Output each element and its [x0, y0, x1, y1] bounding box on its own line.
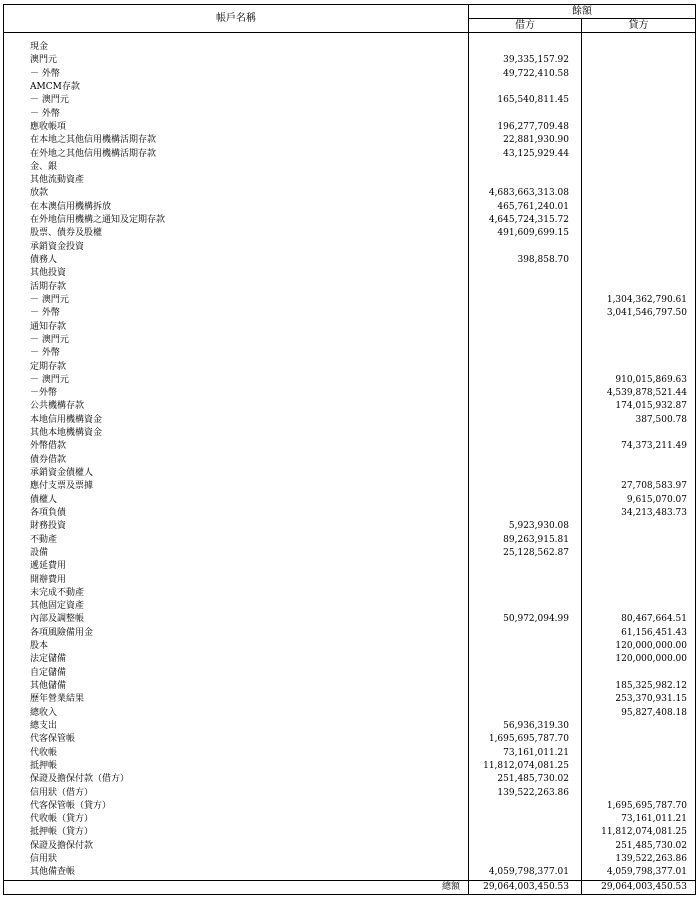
account-name-cell: 代收帳 [4, 747, 469, 760]
credit-cell [582, 227, 696, 240]
credit-cell [582, 281, 696, 294]
credit-cell [582, 214, 696, 227]
credit-cell [582, 148, 696, 161]
total-label: 總額 [4, 880, 469, 894]
credit-cell [582, 733, 696, 746]
total-row [4, 880, 696, 894]
credit-cell: 3,041,546,797.50 [582, 307, 696, 320]
credit-cell: 27,708,583.97 [582, 480, 696, 493]
account-name-cell: 股本 [4, 640, 469, 653]
account-name-cell: 各項風險備用金 [4, 627, 469, 640]
table-row [4, 653, 696, 666]
account-name-cell: 放款 [4, 187, 469, 200]
credit-cell [582, 667, 696, 680]
debit-cell: 25,128,562.87 [469, 547, 582, 560]
account-name-cell: 保證及擔保付款 [4, 840, 469, 853]
debit-cell [469, 281, 582, 294]
table-row [4, 640, 696, 653]
account-name-cell: 債務人 [4, 254, 469, 267]
account-name-cell: 其他投資 [4, 267, 469, 280]
account-name-cell: 應收帳項 [4, 121, 469, 134]
table-spacer-row [4, 33, 696, 42]
debit-cell [469, 454, 582, 467]
table-row [4, 227, 696, 240]
table-row [4, 294, 696, 307]
credit-cell [582, 520, 696, 533]
account-name-cell: 財務投資 [4, 520, 469, 533]
table-row [4, 520, 696, 533]
debit-cell [469, 267, 582, 280]
credit-cell: 34,213,483.73 [582, 507, 696, 520]
credit-cell [582, 161, 696, 174]
credit-cell [582, 321, 696, 334]
table-row [4, 94, 696, 107]
debit-cell: 49,722,410.58 [469, 68, 582, 81]
debit-cell: 465,761,240.01 [469, 201, 582, 214]
table-row [4, 627, 696, 640]
debit-cell [469, 574, 582, 587]
table-row [4, 54, 696, 67]
account-name-cell: 設備 [4, 547, 469, 560]
credit-cell: 74,373,211.49 [582, 440, 696, 453]
credit-cell [582, 81, 696, 94]
table-row [4, 161, 696, 174]
debit-cell: 251,485,730.02 [469, 773, 582, 786]
debit-cell [469, 41, 582, 54]
debit-cell [469, 587, 582, 600]
table-row [4, 41, 696, 54]
debit-cell [469, 494, 582, 507]
debit-cell: 1,695,695,787.70 [469, 733, 582, 746]
table-row [4, 214, 696, 227]
table-row [4, 334, 696, 347]
table-row [4, 733, 696, 746]
debit-cell [469, 307, 582, 320]
account-name-cell: 債權人 [4, 494, 469, 507]
account-name-cell: －外幣 [4, 387, 469, 400]
debit-cell [469, 507, 582, 520]
account-name-cell: 活期存款 [4, 281, 469, 294]
account-name-cell: 承銷資金債權人 [4, 467, 469, 480]
header-credit: 貸方 [582, 19, 696, 33]
account-name-cell: 在本地之其他信用機構活期存款 [4, 134, 469, 147]
debit-cell [469, 161, 582, 174]
table-row [4, 201, 696, 214]
account-name-cell: － 澳門元 [4, 374, 469, 387]
table-row [4, 667, 696, 680]
debit-cell: 89,263,915.81 [469, 534, 582, 547]
credit-cell [582, 121, 696, 134]
table-row [4, 587, 696, 600]
trial-balance-sheet [3, 4, 695, 895]
debit-cell: 4,683,663,313.08 [469, 187, 582, 200]
table-footer [4, 880, 696, 894]
table-row [4, 480, 696, 493]
credit-cell [582, 574, 696, 587]
table-row [4, 600, 696, 613]
debit-cell [469, 387, 582, 400]
credit-cell: 910,015,869.63 [582, 374, 696, 387]
credit-cell [582, 361, 696, 374]
debit-cell [469, 361, 582, 374]
account-name-cell: － 外幣 [4, 307, 469, 320]
table-row [4, 747, 696, 760]
account-name-cell: 信用狀（借方） [4, 787, 469, 800]
table-row [4, 267, 696, 280]
account-name-cell: 未完成不動產 [4, 587, 469, 600]
table-row [4, 414, 696, 427]
table-row [4, 866, 696, 880]
debit-cell [469, 467, 582, 480]
table-row [4, 547, 696, 560]
account-name-cell: 內部及調整帳 [4, 613, 469, 626]
debit-cell [469, 334, 582, 347]
credit-cell [582, 454, 696, 467]
debit-cell [469, 241, 582, 254]
credit-cell [582, 760, 696, 773]
debit-cell: 73,161,011.21 [469, 747, 582, 760]
account-name-cell: 澳門元 [4, 54, 469, 67]
credit-cell [582, 427, 696, 440]
table-row [4, 134, 696, 147]
credit-cell [582, 174, 696, 187]
table-row [4, 321, 696, 334]
table-row [4, 467, 696, 480]
debit-cell: 5,923,930.08 [469, 520, 582, 533]
table-row [4, 361, 696, 374]
account-name-cell: 在外地信用機構之通知及定期存款 [4, 214, 469, 227]
credit-cell [582, 54, 696, 67]
credit-cell [582, 773, 696, 786]
debit-cell [469, 427, 582, 440]
debit-cell [469, 560, 582, 573]
account-name-cell: 公共機構存款 [4, 400, 469, 413]
credit-cell: 251,485,730.02 [582, 840, 696, 853]
credit-cell: 4,539,878,521.44 [582, 387, 696, 400]
account-name-cell: 股票、債券及股權 [4, 227, 469, 240]
account-name-cell: 抵押帳 [4, 760, 469, 773]
debit-cell: 11,812,074,081.25 [469, 760, 582, 773]
credit-cell: 1,695,695,787.70 [582, 800, 696, 813]
credit-cell [582, 267, 696, 280]
credit-cell [582, 41, 696, 54]
account-name-cell: 遞延費用 [4, 560, 469, 573]
account-name-cell: 承銷資金投資 [4, 241, 469, 254]
trial-balance-table [3, 4, 696, 895]
account-name-cell: 其他固定資產 [4, 600, 469, 613]
credit-cell [582, 241, 696, 254]
debit-cell [469, 653, 582, 666]
table-row [4, 68, 696, 81]
table-row [4, 427, 696, 440]
table-row [4, 534, 696, 547]
account-name-cell: 歷年營業結果 [4, 693, 469, 706]
account-name-cell: 信用狀 [4, 853, 469, 866]
account-name-cell: 自定儲備 [4, 667, 469, 680]
account-name-cell: AMCM存款 [4, 81, 469, 94]
account-name-cell: 本地信用機構資金 [4, 414, 469, 427]
credit-cell: 11,812,074,081.25 [582, 826, 696, 839]
header-balance: 餘額 [469, 5, 696, 19]
debit-cell: 22,881,930.90 [469, 134, 582, 147]
account-name-cell: － 外幣 [4, 347, 469, 360]
table-row [4, 800, 696, 813]
table-row [4, 613, 696, 626]
credit-cell: 120,000,000.00 [582, 640, 696, 653]
table-row [4, 148, 696, 161]
credit-cell [582, 534, 696, 547]
credit-cell: 120,000,000.00 [582, 653, 696, 666]
credit-cell: 139,522,263.86 [582, 853, 696, 866]
credit-cell [582, 334, 696, 347]
account-name-cell: 總支出 [4, 720, 469, 733]
credit-cell: 253,370,931.15 [582, 693, 696, 706]
account-name-cell: － 澳門元 [4, 294, 469, 307]
account-name-cell: 在本澳信用機構拆放 [4, 201, 469, 214]
credit-cell: 80,467,664.51 [582, 613, 696, 626]
table-row [4, 307, 696, 320]
table-row [4, 400, 696, 413]
credit-cell [582, 68, 696, 81]
credit-cell [582, 467, 696, 480]
header-debit: 借方 [469, 19, 582, 33]
account-name-cell: 不動產 [4, 534, 469, 547]
table-row [4, 387, 696, 400]
account-name-cell: 開辦費用 [4, 574, 469, 587]
credit-cell [582, 787, 696, 800]
credit-cell [582, 560, 696, 573]
account-name-cell: 保證及擔保付款（借方） [4, 773, 469, 786]
credit-cell: 95,827,408.18 [582, 707, 696, 720]
table-header [4, 5, 696, 33]
account-name-cell: 抵押帳（貸方） [4, 826, 469, 839]
table-row [4, 720, 696, 733]
debit-cell: 398,858.70 [469, 254, 582, 267]
account-name-cell: 法定儲備 [4, 653, 469, 666]
credit-cell [582, 108, 696, 121]
account-name-cell: 債券借款 [4, 454, 469, 467]
debit-cell [469, 347, 582, 360]
account-name-cell: 其他流動資產 [4, 174, 469, 187]
credit-cell [582, 600, 696, 613]
credit-cell [582, 547, 696, 560]
table-row [4, 440, 696, 453]
table-row [4, 773, 696, 786]
account-name-cell: 通知存款 [4, 321, 469, 334]
credit-cell: 387,500.78 [582, 414, 696, 427]
table-row [4, 121, 696, 134]
debit-cell: 4,059,798,377.01 [469, 866, 582, 880]
table-row [4, 507, 696, 520]
credit-cell [582, 347, 696, 360]
total-debit: 29,064,003,450.53 [469, 880, 582, 894]
credit-cell: 61,156,451.43 [582, 627, 696, 640]
account-name-cell: 在外地之其他信用機構活期存款 [4, 148, 469, 161]
debit-cell [469, 81, 582, 94]
account-name-cell: － 外幣 [4, 68, 469, 81]
debit-cell: 165,540,811.45 [469, 94, 582, 107]
debit-cell [469, 693, 582, 706]
debit-cell [469, 321, 582, 334]
table-row [4, 680, 696, 693]
debit-cell [469, 640, 582, 653]
debit-cell [469, 414, 582, 427]
table-row [4, 347, 696, 360]
table-row [4, 574, 696, 587]
account-name-cell: 其他本地機構資金 [4, 427, 469, 440]
table-row [4, 853, 696, 866]
debit-cell: 139,522,263.86 [469, 787, 582, 800]
account-name-cell: 各項負債 [4, 507, 469, 520]
account-name-cell: 其他備查帳 [4, 866, 469, 880]
account-name-cell: 定期存款 [4, 361, 469, 374]
table-row [4, 187, 696, 200]
debit-cell [469, 707, 582, 720]
account-name-cell: 金、銀 [4, 161, 469, 174]
debit-cell [469, 853, 582, 866]
debit-cell [469, 800, 582, 813]
account-name-cell: 代收帳（貸方） [4, 813, 469, 826]
credit-cell: 174,015,932.87 [582, 400, 696, 413]
credit-cell [582, 94, 696, 107]
table-row [4, 813, 696, 826]
debit-cell [469, 840, 582, 853]
table-row [4, 108, 696, 121]
account-name-cell: 代客保管帳（貸方） [4, 800, 469, 813]
table-row [4, 760, 696, 773]
credit-cell [582, 587, 696, 600]
table-row [4, 281, 696, 294]
debit-cell [469, 667, 582, 680]
header-account-name: 帳戶名稱 [4, 5, 469, 33]
debit-cell: 39,335,157.92 [469, 54, 582, 67]
table-row [4, 826, 696, 839]
debit-cell [469, 600, 582, 613]
table-row [4, 840, 696, 853]
debit-cell [469, 374, 582, 387]
credit-cell [582, 201, 696, 214]
account-name-cell: 總收入 [4, 707, 469, 720]
table-row [4, 494, 696, 507]
debit-cell: 196,277,709.48 [469, 121, 582, 134]
credit-cell [582, 747, 696, 760]
account-name-cell: 代客保管帳 [4, 733, 469, 746]
debit-cell [469, 813, 582, 826]
debit-cell [469, 440, 582, 453]
debit-cell [469, 400, 582, 413]
table-row [4, 454, 696, 467]
debit-cell: 50,972,094.99 [469, 613, 582, 626]
table-row [4, 693, 696, 706]
debit-cell: 56,936,319.30 [469, 720, 582, 733]
table-row [4, 707, 696, 720]
credit-cell [582, 134, 696, 147]
debit-cell [469, 480, 582, 493]
credit-cell: 73,161,011.21 [582, 813, 696, 826]
table-row [4, 374, 696, 387]
debit-cell [469, 108, 582, 121]
credit-cell [582, 254, 696, 267]
credit-cell: 185,325,982.12 [582, 680, 696, 693]
table-body [4, 33, 696, 881]
table-row [4, 81, 696, 94]
account-name-cell: － 澳門元 [4, 334, 469, 347]
credit-cell: 1,304,362,790.61 [582, 294, 696, 307]
account-name-cell: 其他儲備 [4, 680, 469, 693]
table-row [4, 254, 696, 267]
credit-cell: 4,059,798,377.01 [582, 866, 696, 880]
debit-cell: 43,125,929.44 [469, 148, 582, 161]
table-row [4, 560, 696, 573]
account-name-cell: － 澳門元 [4, 94, 469, 107]
debit-cell [469, 627, 582, 640]
credit-cell [582, 720, 696, 733]
table-row [4, 787, 696, 800]
table-row [4, 174, 696, 187]
total-credit: 29,064,003,450.53 [582, 880, 696, 894]
debit-cell: 491,609,699.15 [469, 227, 582, 240]
debit-cell [469, 680, 582, 693]
table-row [4, 241, 696, 254]
account-name-cell: 現金 [4, 41, 469, 54]
debit-cell [469, 826, 582, 839]
account-name-cell: － 外幣 [4, 108, 469, 121]
account-name-cell: 外幣借款 [4, 440, 469, 453]
credit-cell: 9,615,070.07 [582, 494, 696, 507]
debit-cell: 4,645,724,315.72 [469, 214, 582, 227]
debit-cell [469, 294, 582, 307]
account-name-cell: 應付支票及票據 [4, 480, 469, 493]
credit-cell [582, 187, 696, 200]
debit-cell [469, 174, 582, 187]
